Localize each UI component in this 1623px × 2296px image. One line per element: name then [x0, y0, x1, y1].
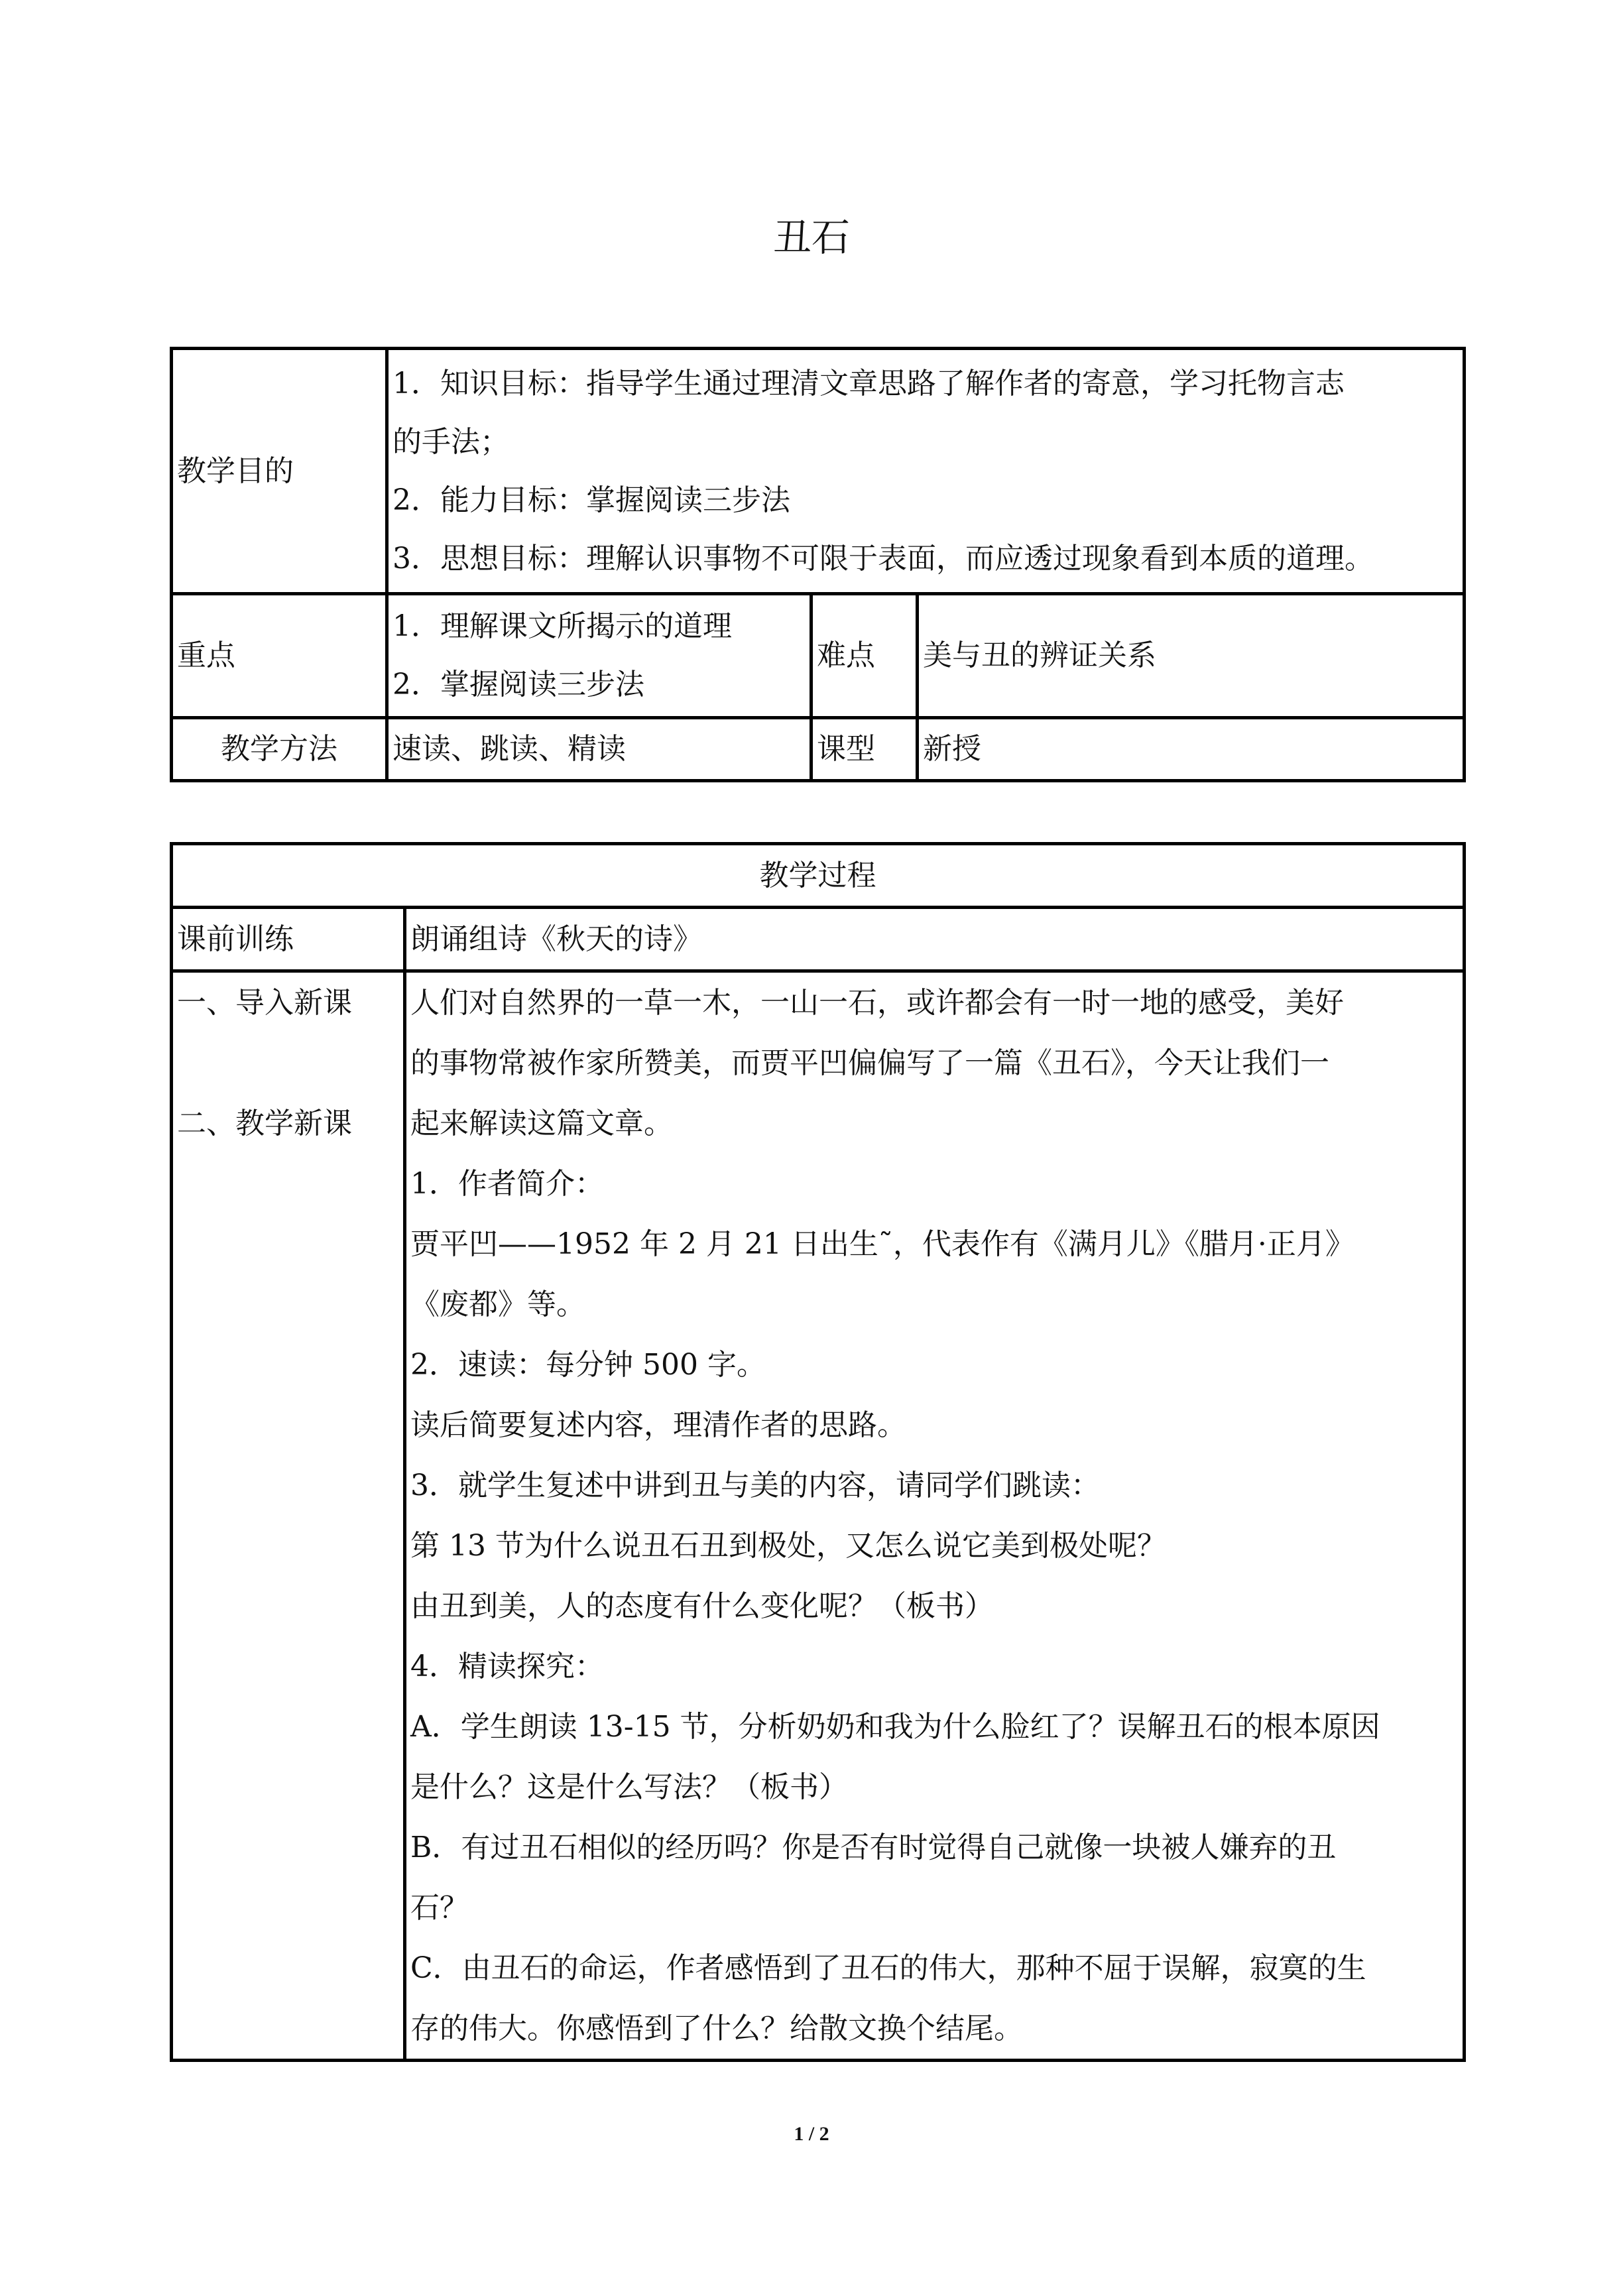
intro-line: 的事物常被作家所赞美，而贾平凹偏偏写了一篇《丑石》，今天让我们一	[410, 1046, 1329, 1080]
main-process-row	[172, 971, 1465, 2061]
focus-line: 1．理解课文所揭示的道理	[392, 609, 732, 643]
section-labels	[172, 971, 405, 2061]
content-line: 存的伟大。你感悟到了什么？给散文换个结尾。	[410, 2012, 1023, 2045]
content-line: 贾平凹——1952 年 2 月 21 日出生˜，代表作有《满月儿》《腊月·正月》	[410, 1227, 1354, 1261]
goal-line: 2．能力目标：掌握阅读三步法	[392, 483, 790, 517]
content-line: C．由丑石的命运，作者感悟到了丑石的伟大，那种不屈于误解，寂寞的生	[410, 1951, 1366, 1985]
focus-content	[387, 594, 812, 718]
pre-training-row	[172, 908, 1465, 971]
lesson-type-value: 新授	[918, 718, 1465, 781]
content-line: 《废都》等。	[410, 1288, 585, 1321]
content-line: 1．作者简介：	[410, 1167, 604, 1201]
content-line: 第 13 节为什么说丑石丑到极处，又怎么说它美到极处呢？	[410, 1529, 1166, 1563]
lesson-plan-overview-table	[170, 347, 1466, 782]
new-lesson-section-label: 二、教学新课	[177, 1107, 352, 1140]
goal-line: 3．思想目标：理解认识事物不可限于表面，而应透过现象看到本质的道理。	[392, 541, 1374, 575]
page-number: 1 / 2	[794, 2123, 829, 2145]
document-title: 丑石	[772, 215, 850, 260]
process-header-row	[172, 844, 1465, 908]
goal-line: 1．知识目标：指导学生通过理清文章思路了解作者的寄意，学习托物言志	[392, 366, 1345, 400]
process-content	[405, 971, 1465, 2061]
content-line: 由丑到美，人的态度有什么变化呢？（板书）	[410, 1589, 994, 1623]
content-line: 读后简要复述内容，理清作者的思路。	[410, 1408, 906, 1442]
goals-row	[172, 349, 1465, 594]
method-label: 教学方法	[172, 718, 387, 781]
intro-line: 人们对自然界的一草一木，一山一石，或许都会有一时一地的感受，美好	[410, 986, 1344, 1020]
focus-label: 重点	[172, 594, 387, 718]
teaching-process-table	[170, 842, 1466, 2062]
content-line: 3．就学生复述中讲到丑与美的内容，请同学们跳读：	[410, 1469, 1100, 1502]
intro-line: 起来解读这篇文章。	[410, 1107, 673, 1140]
goals-label: 教学目的	[172, 349, 387, 594]
content-line: 2．速读：每分钟 500 字。	[410, 1348, 766, 1382]
pre-training-value: 朗诵组诗《秋天的诗》	[405, 908, 1465, 971]
pre-training-label: 课前训练	[172, 908, 405, 971]
focus-line: 2．掌握阅读三步法	[392, 668, 644, 701]
content-line: B．有过丑石相似的经历吗？你是否有时觉得自己就像一块被人嫌弃的丑	[410, 1831, 1337, 1864]
method-value: 速读、跳读、精读	[387, 718, 812, 781]
focus-row	[172, 594, 1465, 718]
lesson-type-label: 课型	[812, 718, 918, 781]
difficulty-label: 难点	[812, 594, 918, 718]
content-line: 是什么？这是什么写法？（板书）	[410, 1770, 848, 1804]
difficulty-value: 美与丑的辨证关系	[918, 594, 1465, 718]
goals-content	[387, 349, 1465, 594]
intro-section-label: 一、导入新课	[177, 986, 352, 1020]
method-row	[172, 718, 1465, 781]
content-line: 石？	[410, 1891, 469, 1925]
content-line: A．学生朗读 13-15 节，分析奶奶和我为什么脸红了？误解丑石的根本原因	[410, 1710, 1380, 1744]
process-header: 教学过程	[172, 844, 1465, 908]
content-line: 4．精读探究：	[410, 1650, 604, 1683]
goal-line: 的手法；	[392, 424, 509, 459]
